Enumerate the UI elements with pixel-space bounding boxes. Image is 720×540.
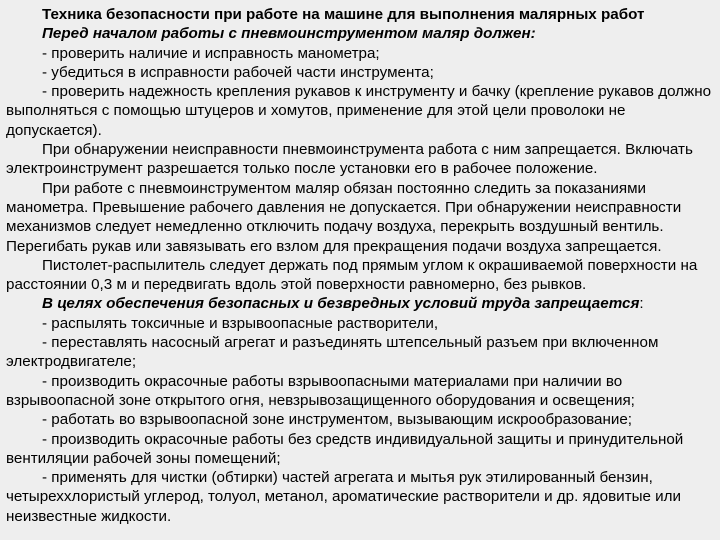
section1-heading: Перед началом работы с пневмоинструментом маляр должен: [42,25,536,43]
section2-item-5: - производить окрасочные работы без средств индивидуальной защиты и принудительной вентиляции рабочей зоны помещений; [6,430,684,467]
paragraph-2: При работе с пневмоинструментом маляр обязан постоянно следить за показаниями манометра. Превышение рабочего давления не допускается. При обнаружении неисправности механизмов следует немедленно отключить подачу воздуха, перекрыть воздушный вентиль. Перегибать рукав или завязывать его взлом для прекращения подачи воздуха запрещается. [6,179,682,255]
document-title: Техника безопасности при работе на машине для выполнения малярных работ [42,6,645,23]
section2-item-3: - производить окрасочные работы взрывоопасными материалами при наличии во взрывоопасной зоне открытого огня, невзрывозащищенного оборудования и освещения; [6,372,635,409]
section1-item-3: - проверить надежность крепления рукавов к инструменту и бачку (крепление рукавов должно выполняться с помощью штуцеров и хомутов, применение для этой цели проволоки не допускается). [6,83,712,139]
section2-heading-suffix: : [639,295,644,313]
section1-item-1: - проверить наличие и исправность манометра; [42,44,380,62]
section2-item-4: - работать во взрывоопасной зоне инструментом, вызывающим искрообразование; [42,411,632,429]
paragraph-1: При обнаружении неисправности пневмоинструмента работа с ним запрещается. Включать электроинструмент разрешается только после установки его в рабочее положение. [6,141,693,178]
section1-item-2: - убедиться в исправности рабочей части инструмента; [42,63,434,81]
paragraph-3: Пистолет-распылитель следует держать под прямым углом к окрашиваемой поверхности на расстоянии 0,3 м и передвигать вдоль этой поверхности равномерно, без рывков. [6,256,698,294]
section2-heading-line [6,294,714,313]
section2-item-1: - распылять токсичные и взрывоопасные растворители, [42,314,439,332]
section2-heading: В целях обеспечения безопасных и безвредных условий труда запрещается [42,295,640,313]
section2-item-2: - переставлять насосный агрегат и разъединять штепсельный разъем при включенном электродвигателе; [6,334,659,371]
section2-item-6: - применять для чистки (обтирки) частей агрегата и мытья рук этилированный бензин, четыреххлористый углерод, толуол, метанол, ароматические растворители и др. ядовитые или неизвестные жидкости. [6,469,682,525]
